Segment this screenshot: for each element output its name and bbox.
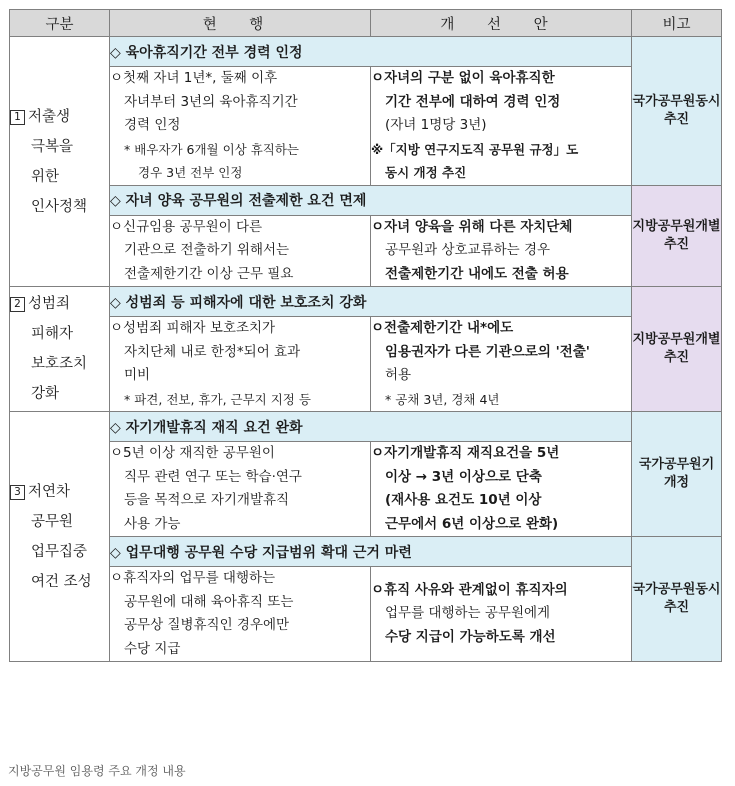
content-row [10, 67, 722, 186]
text-line: 공무상 질병휴직인 경우에만 [124, 617, 290, 633]
text-line: (자녀 1명당 3년) [385, 117, 487, 133]
category-line: 업무집중 [31, 543, 88, 560]
section-number-box: 2 [10, 297, 25, 312]
current-cell [110, 67, 371, 186]
text-line: 업무를 대행하는 공무원에게 [385, 605, 551, 622]
note-line: 경우 3년 전부 인정 [138, 165, 243, 180]
improvement-cell [371, 67, 632, 186]
note-line: ※「지방 연구지도직 공무원 규정」도 [371, 141, 579, 157]
note-line: * 공채 3년, 경채 4년 [385, 391, 500, 407]
table-header-row [10, 10, 722, 37]
topic-title: ◇ 업무대행 공무원 수당 지급범위 확대 근거 마련 [110, 537, 632, 567]
note-line: * 파견, 전보, 휴가, 근무지 지정 등 [124, 391, 311, 407]
category-line: 여건 조성 [31, 573, 92, 590]
text-line: ㅇ신규임용 공무원이 다른 [110, 218, 263, 235]
category-cell-2 [10, 287, 110, 412]
topic-title: ◇ 자기개발휴직 재직 요건 완화 [110, 412, 632, 442]
text-line: 수당 지급이 가능하도록 개선 [385, 628, 556, 645]
topic-row [10, 537, 722, 567]
text-line: 기관으로 전출하기 위해서는 [124, 242, 290, 258]
remark-line: 국가공무원 [638, 457, 702, 472]
topic-row [10, 287, 722, 317]
category-line: 인사정책 [31, 198, 88, 215]
content-row [10, 215, 722, 287]
remark-cell [632, 185, 722, 287]
category-line: 위한 [31, 168, 60, 185]
note-line: 동시 개정 추진 [385, 165, 467, 180]
text-line: 자치단체 내로 한정*되어 효과 [124, 343, 301, 360]
text-line: 전출제한기간 내에도 전출 허용 [385, 265, 569, 282]
topic-title: ◇ 육아휴직기간 전부 경력 인정 [110, 37, 632, 67]
remark-line: 개별 추진 [663, 332, 721, 365]
section-number-box: 3 [10, 485, 25, 500]
remark-cell [632, 37, 722, 186]
text-line: 공무원에 대해 육아휴직 또는 [124, 593, 294, 610]
figure-caption: 지방공무원 임용령 주요 개정 내용 [8, 764, 186, 778]
note-line: * 배우자가 6개월 이상 휴직하는 [124, 141, 299, 157]
topic-title: ◇ 성범죄 등 피해자에 대한 보호조치 강화 [110, 287, 632, 317]
content-row [10, 567, 722, 662]
header-current: 현 행 [110, 10, 371, 37]
category-line: 저출생 [28, 108, 71, 125]
improvement-cell [371, 317, 632, 412]
remark-line: 국가공무원 [632, 93, 696, 109]
category-cell-1 [10, 37, 110, 287]
text-line: ㅇ자녀 양육을 위해 다른 자치단체 [371, 218, 573, 235]
remark-line: 기 개정 [663, 457, 715, 490]
text-line: ㅇ5년 이상 재직한 공무원이 [110, 445, 275, 461]
text-line: 등을 목적으로 자기개발휴직 [124, 492, 290, 508]
topic-row [10, 185, 722, 215]
category-cell-3 [10, 412, 110, 662]
text-line: 수당 지급 [124, 640, 181, 657]
remark-line: 개별 추진 [663, 218, 721, 252]
text-line: ㅇ전출제한기간 내*에도 [371, 320, 514, 336]
category-line: 성범죄 [28, 296, 71, 312]
text-line: 사용 가능 [124, 515, 181, 532]
text-line: ㅇ자기개발휴직 재직요건을 5년 [371, 445, 560, 461]
current-cell [110, 215, 371, 287]
remark-cell [632, 287, 722, 412]
text-line: 임용권자가 다른 기관으로의 '전출' [385, 343, 590, 360]
text-line: ㅇ성범죄 피해자 보호조치가 [110, 320, 276, 336]
text-line: ㅇ휴직 사유와 관계없이 휴직자의 [371, 581, 568, 598]
category-line: 저연차 [28, 483, 71, 500]
current-cell [110, 442, 371, 537]
header-improvement: 개 선 안 [371, 10, 632, 37]
text-line: ㅇ자녀의 구분 없이 육아휴직한 [371, 70, 555, 86]
improvement-cell [371, 215, 632, 287]
category-line: 보호조치 [31, 356, 88, 372]
text-line: 경력 인정 [124, 117, 181, 133]
text-line: 근무에서 6년 이상으로 완화) [385, 515, 559, 532]
text-line: 자녀부터 3년의 육아휴직기간 [124, 93, 298, 110]
remark-line: 동시 추진 [663, 93, 721, 127]
header-remark: 비고 [632, 10, 722, 37]
text-line: 직무 관련 연구 또는 학습·연구 [124, 468, 302, 485]
current-cell [110, 567, 371, 662]
text-line: 미비 [124, 367, 151, 383]
reform-table [9, 9, 722, 662]
topic-row [10, 37, 722, 67]
section-number-box: 1 [10, 110, 25, 125]
remark-line: 동시 추진 [663, 582, 721, 615]
topic-title: ◇ 자녀 양육 공무원의 전출제한 요건 면제 [110, 185, 632, 215]
remark-line: 지방공무원 [632, 218, 696, 234]
content-row [10, 317, 722, 412]
category-line: 강화 [31, 386, 60, 402]
remark-cell [632, 537, 722, 662]
content-row [10, 442, 722, 537]
category-line: 극복을 [31, 138, 74, 155]
text-line: 전출제한기간 이상 근무 필요 [124, 265, 294, 282]
improvement-cell [371, 442, 632, 537]
category-line: 피해자 [31, 326, 74, 342]
text-line: (재사용 요건도 10년 이상 [385, 492, 542, 508]
improvement-cell [371, 567, 632, 662]
remark-line: 국가공무원 [632, 582, 696, 597]
text-line: 허용 [385, 367, 412, 383]
remark-cell [632, 412, 722, 537]
text-line: ㅇ첫째 자녀 1년*, 둘째 이후 [110, 70, 278, 86]
text-line: 기간 전부에 대하여 경력 인정 [385, 93, 561, 110]
topic-row [10, 412, 722, 442]
text-line: 공무원과 상호교류하는 경우 [385, 242, 551, 258]
header-category: 구분 [10, 10, 110, 37]
remark-line: 지방공무원 [632, 332, 696, 347]
text-line: ㅇ휴직자의 업무를 대행하는 [110, 570, 276, 586]
category-line: 공무원 [31, 513, 74, 530]
text-line: 이상 → 3년 이상으로 단축 [385, 468, 542, 485]
current-cell [110, 317, 371, 412]
